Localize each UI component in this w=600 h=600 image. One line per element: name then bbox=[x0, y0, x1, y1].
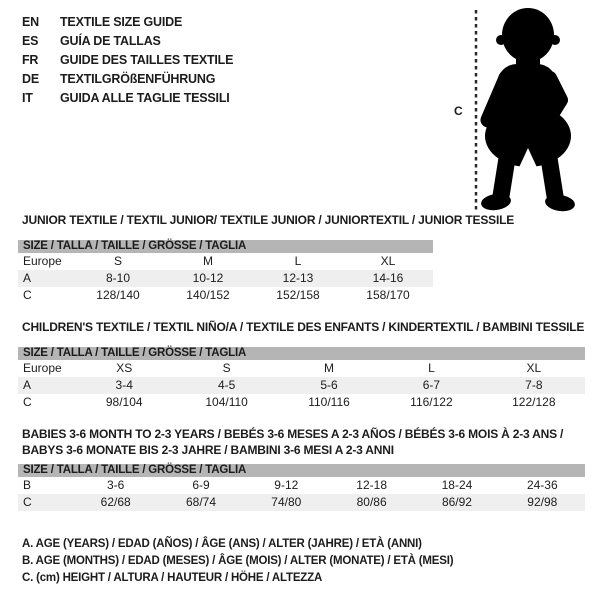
language-code: IT bbox=[22, 91, 33, 105]
language-code: FR bbox=[22, 53, 39, 67]
size-value: 10-12 bbox=[192, 271, 224, 285]
section-junior bbox=[18, 212, 585, 304]
size-value: 3-6 bbox=[106, 478, 125, 492]
language-code: ES bbox=[22, 34, 39, 48]
section-babies bbox=[18, 426, 585, 511]
size-table-header: SIZE / TALLA / TAILLE / GRÖSSE / TAGLIA bbox=[18, 464, 585, 477]
size-value: M bbox=[203, 254, 213, 268]
language-guide-title: TEXTILE SIZE GUIDE bbox=[60, 15, 183, 29]
table-row bbox=[18, 394, 585, 411]
footnote-b: B. AGE (MONTHS) / EDAD (MESES) / ÂGE (MOIS) / ALTER (MONATE) / ETÀ (MESI) bbox=[22, 555, 454, 567]
language-row-es bbox=[22, 32, 233, 51]
size-value: 104/110 bbox=[205, 395, 248, 409]
row-label: C bbox=[23, 495, 32, 509]
table-row bbox=[18, 270, 433, 287]
size-value: XL bbox=[526, 361, 542, 375]
size-value: 98/104 bbox=[105, 395, 143, 409]
size-value: 62/68 bbox=[100, 495, 131, 509]
size-value: S bbox=[113, 254, 122, 268]
language-row-fr bbox=[22, 51, 233, 70]
size-value: 128/140 bbox=[96, 288, 140, 302]
language-guide-title: GUIDE DES TAILLES TEXTILE bbox=[60, 53, 234, 67]
table-row bbox=[18, 477, 585, 494]
size-value: 8-10 bbox=[105, 271, 131, 285]
size-value: 122/128 bbox=[512, 395, 556, 409]
height-measure-label: C bbox=[454, 104, 463, 118]
size-value: 7-8 bbox=[525, 378, 543, 392]
language-guide-title: GUIDA ALLE TAGLIE TESSILI bbox=[60, 91, 230, 105]
toddler-figure-area bbox=[440, 4, 596, 216]
row-label: Europe bbox=[23, 254, 62, 268]
size-value: 12-18 bbox=[356, 478, 387, 492]
language-row-en bbox=[22, 13, 233, 32]
size-value: L bbox=[428, 361, 435, 375]
size-value: 140/152 bbox=[186, 288, 230, 302]
size-table-header: SIZE / TALLA / TAILLE / GRÖSSE / TAGLIA bbox=[18, 240, 433, 253]
footnotes-block bbox=[22, 536, 453, 587]
section-heading-children: CHILDREN'S TEXTILE / TEXTIL NIÑO/A / TEXTILE DES ENFANTS / KINDERTEXTIL / BAMBINI TESSILE bbox=[22, 320, 585, 334]
size-value: 152/158 bbox=[276, 288, 320, 302]
table-row bbox=[18, 360, 585, 377]
table-row bbox=[18, 253, 433, 270]
size-value: 12-13 bbox=[282, 271, 314, 285]
table-row bbox=[18, 377, 585, 394]
size-value: 18-24 bbox=[441, 478, 473, 492]
size-value: 116/122 bbox=[410, 395, 453, 409]
size-table-babies bbox=[18, 464, 585, 511]
row-label: C bbox=[23, 395, 32, 409]
size-table-junior bbox=[18, 240, 433, 304]
language-guide-title: TEXTILGRÖßENFÜHRUNG bbox=[60, 72, 216, 86]
size-value: 158/170 bbox=[366, 288, 410, 302]
table-row bbox=[18, 287, 433, 304]
row-label: B bbox=[23, 478, 32, 492]
size-value: S bbox=[222, 361, 231, 375]
size-value: 6-9 bbox=[192, 478, 210, 492]
section-children bbox=[18, 319, 585, 411]
section-heading-babies: BABYS 3-6 MONATE BIS 2-3 JAHRE / BAMBINI 3-6 MESI A 2-3 ANNI bbox=[22, 443, 394, 457]
footnote-c: C. (cm) HEIGHT / ALTURA / HAUTEUR / HÖHE / ALTEZZA bbox=[22, 572, 323, 584]
footnote-a: A. AGE (YEARS) / EDAD (AÑOS) / ÂGE (ANS) / ALTER (JAHRE) / ETÀ (ANNI) bbox=[22, 538, 422, 550]
size-value: 74/80 bbox=[271, 495, 302, 509]
size-value: XL bbox=[380, 254, 396, 268]
section-heading-junior: JUNIOR TEXTILE / TEXTIL JUNIOR/ TEXTILE JUNIOR / JUNIORTEXTIL / JUNIOR TESSILE bbox=[22, 213, 515, 227]
language-row-it bbox=[22, 89, 233, 108]
toddler-silhouette-svg bbox=[440, 4, 596, 216]
toddler-silhouette bbox=[480, 8, 576, 213]
size-table-children bbox=[18, 347, 585, 411]
language-row-de bbox=[22, 70, 233, 89]
size-value: 110/116 bbox=[308, 395, 350, 409]
size-value: 3-4 bbox=[115, 378, 133, 392]
table-row bbox=[18, 494, 585, 511]
size-value: 9-12 bbox=[274, 478, 299, 492]
size-value: 80/86 bbox=[356, 495, 387, 509]
size-value: 68/74 bbox=[185, 495, 216, 509]
row-label: A bbox=[23, 271, 32, 285]
size-value: 14-16 bbox=[372, 271, 404, 285]
size-value: 4-5 bbox=[217, 378, 236, 392]
size-value: 86/92 bbox=[441, 495, 472, 509]
size-value: 5-6 bbox=[320, 378, 338, 392]
size-value: 92/98 bbox=[527, 495, 558, 509]
row-label: Europe bbox=[23, 361, 62, 375]
size-value: XS bbox=[116, 361, 133, 375]
size-value: M bbox=[324, 361, 335, 375]
size-table-header: SIZE / TALLA / TAILLE / GRÖSSE / TAGLIA bbox=[18, 347, 585, 360]
language-code: DE bbox=[22, 72, 39, 86]
size-value: 6-7 bbox=[422, 378, 441, 392]
language-guide-title: GUÍA DE TALLAS bbox=[60, 34, 161, 48]
language-title-list bbox=[22, 13, 233, 108]
size-value: 24-36 bbox=[526, 478, 558, 492]
row-label: A bbox=[23, 378, 32, 392]
language-code: EN bbox=[22, 15, 39, 29]
section-heading-babies: BABIES 3-6 MONTH TO 2-3 YEARS / BEBÉS 3-6 MESES A 2-3 AÑOS / BÉBÉS 3-6 MOIS À 2-3 ANS / bbox=[22, 427, 564, 441]
row-label: C bbox=[23, 288, 32, 302]
size-value: L bbox=[294, 254, 302, 268]
